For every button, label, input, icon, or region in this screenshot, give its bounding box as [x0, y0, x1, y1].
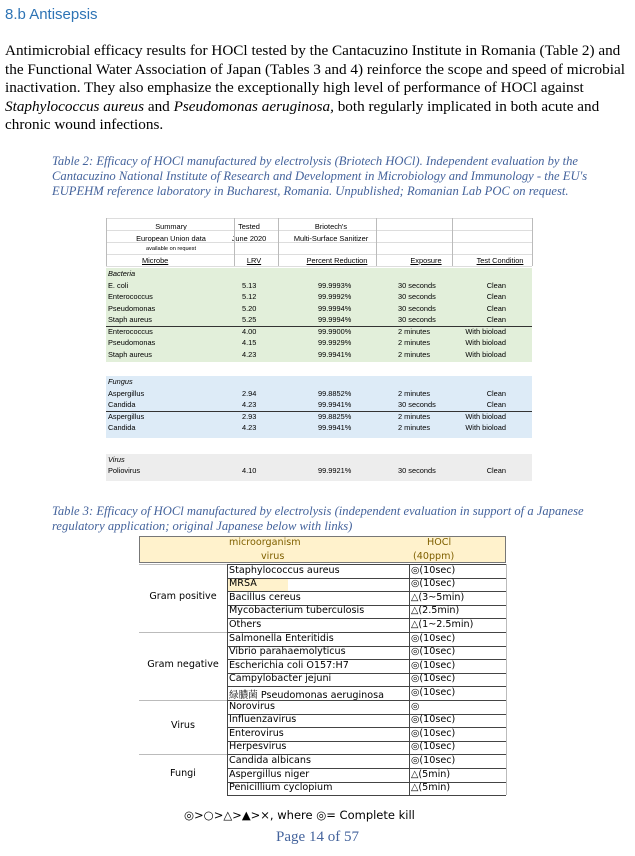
- t2-cell: 5.20: [242, 303, 257, 313]
- t2-cell: Enterococcus: [108, 326, 153, 336]
- t3-vline-org: [227, 564, 228, 795]
- t2-sanitizer: Multi-Surface Sanitizer: [293, 234, 369, 243]
- t2-cell: Enterococcus: [108, 292, 153, 301]
- t3-header-virus: virus: [261, 551, 285, 562]
- t2-row: [106, 466, 532, 478]
- t2-cell: Pseudomonas: [108, 303, 156, 313]
- t3-organism: Bacillus cereus: [229, 591, 301, 603]
- t3-result: ◎(10sec): [411, 578, 456, 590]
- t2-col-3: Exposure: [410, 256, 442, 265]
- t2-cell: Clean: [486, 303, 506, 313]
- t2-cell: 99.9941%: [318, 349, 352, 359]
- t2-grid-vline: [106, 218, 107, 266]
- t3-organism: Salmonella Enteritidis: [229, 632, 334, 644]
- table3-caption: Table 3: Efficacy of HOCl manufactured by electrolysis (independent evaluation in support of a Japanese regulatory application; original Japanese below with links): [52, 504, 584, 533]
- t2-cell: Poliovirus: [108, 466, 141, 475]
- t2-row: [106, 338, 532, 350]
- t2-row: [106, 292, 532, 304]
- t3-result: ◎(10sec): [411, 686, 456, 698]
- t2-row: [106, 350, 532, 362]
- t2-col-2: Percent Reduction: [306, 256, 368, 265]
- t2-col-0: Microbe: [142, 256, 169, 265]
- t2-cell: 4.15: [242, 338, 257, 347]
- t3-organism: Candida albicans: [229, 754, 311, 766]
- t2-cell: With bioload: [465, 423, 506, 432]
- t2-gridline: [106, 266, 532, 267]
- t2-cell: 99.8852%: [318, 388, 352, 398]
- t3-result: △(3~5min): [411, 591, 465, 603]
- t2-cell: Clean: [486, 400, 506, 409]
- t3-result: ◎(10sec): [411, 632, 456, 644]
- t3-vline-right: [506, 564, 507, 795]
- t2-cell: 99.9992%: [318, 292, 352, 301]
- page-number: Page 14 of 57: [276, 829, 359, 845]
- t3-result: ◎(10sec): [411, 754, 456, 766]
- t2-cell: 4.23: [242, 423, 257, 432]
- t3-result: △(2.5min): [411, 605, 460, 617]
- t2-grid-vline: [234, 218, 235, 266]
- t2-cell: Clean: [486, 315, 506, 324]
- t2-cell: 4.23: [242, 349, 257, 359]
- t3-result: △(5min): [411, 768, 451, 780]
- t2-cell: With bioload: [465, 338, 506, 347]
- t2-cell: 99.9941%: [318, 423, 352, 432]
- t3-organism: MRSA: [229, 578, 257, 590]
- t2-row: [106, 304, 532, 316]
- t2-briotech: Briotech's: [314, 222, 348, 231]
- t2-cell: Aspergillus: [108, 388, 145, 398]
- t3-result: ◎(10sec): [411, 714, 456, 726]
- t2-section-label: [106, 377, 532, 389]
- t3-result: ◎(10sec): [411, 741, 456, 753]
- t2-cell: 99.9994%: [318, 315, 352, 324]
- t3-result: ◎(10sec): [411, 727, 456, 739]
- t2-cell: Clean: [486, 466, 506, 475]
- t2-cell: Clean: [486, 292, 506, 301]
- t2-section-label: [106, 269, 532, 281]
- t2-row: [106, 412, 532, 424]
- t2-cell: 2 minutes: [398, 326, 431, 336]
- t2-eu: European Union data: [136, 234, 206, 243]
- t3-organism: Mycobacterium tuberculosis: [229, 605, 365, 617]
- table2-caption: Table 2: Efficacy of HOCl manufactured by electrolysis (Briotech HOCl). Independent evaluation by the Cantacuzino National Institute of Research and Development in Microbiology and Immunology - the EU's EUPEHM reference laboratory in Bucharest, Romania. Unpublished; Romanian Lab POC on request.: [52, 154, 588, 198]
- t3-organism: Penicillium cyclopium: [229, 782, 333, 794]
- t3-organism: Norovirus: [229, 700, 276, 712]
- t3-result: △(1~2.5min): [411, 618, 474, 630]
- t3-group-line: [139, 632, 227, 633]
- t2-cell: Pseudomonas: [108, 338, 156, 347]
- t2-cell: 4.10: [242, 466, 257, 475]
- t3-organism: Aspergillus niger: [229, 768, 310, 780]
- t2-gridline: [106, 242, 532, 243]
- t3-result: ◎(10sec): [411, 564, 456, 576]
- t2-cell: With bioload: [465, 349, 506, 359]
- t2-col-4: Test Condition: [476, 256, 524, 265]
- t3-group-label: Fungi: [170, 767, 196, 779]
- t2-cell: Clean: [486, 280, 506, 290]
- t2-row: [106, 315, 532, 327]
- t2-section-label-text: Virus: [108, 454, 125, 464]
- t2-grid-vline: [452, 218, 453, 266]
- t2-date: June 2020: [231, 234, 267, 243]
- t3-organism: Campylobacter jejuni: [229, 673, 332, 685]
- t2-cell: 4.00: [242, 326, 257, 336]
- t2-cell: 30 seconds: [398, 303, 436, 313]
- t3-header-ppm: (40ppm): [413, 551, 455, 562]
- section-heading: 8.b Antisepsis: [5, 6, 98, 23]
- t3-organism: Vibrio parahaemolyticus: [229, 646, 346, 658]
- t2-cell: 5.25: [242, 315, 257, 324]
- t2-cell: 2 minutes: [398, 423, 431, 432]
- t3-group-line: [139, 754, 227, 755]
- t2-cell: Aspergillus: [108, 411, 145, 421]
- t2-section-label-text: Bacteria: [108, 269, 136, 278]
- t2-cell: 99.9941%: [318, 400, 352, 409]
- t3-group-label: Gram positive: [149, 591, 217, 602]
- t2-grid-vline: [278, 218, 279, 266]
- t2-cell: 30 seconds: [398, 292, 436, 301]
- t3-result: ◎(10sec): [411, 646, 456, 658]
- t2-cell: With bioload: [465, 326, 506, 336]
- table2: [106, 218, 532, 488]
- t2-section-label-text: Fungus: [108, 377, 133, 386]
- t3-vline-res: [409, 564, 410, 795]
- t3-result: ◎: [411, 700, 420, 712]
- t2-cell: 30 seconds: [398, 400, 436, 409]
- t2-cell: 4.23: [242, 400, 257, 409]
- t2-cell: With bioload: [465, 411, 506, 421]
- t2-cell: Staph aureus: [108, 349, 152, 359]
- t3-organism: Staphylococcus aureus: [229, 564, 340, 576]
- t2-avail: available on request: [145, 246, 197, 252]
- t2-cell: 99.9900%: [318, 326, 352, 336]
- t3-organism: 緑膿菌 Pseudomonas aeruginosa: [229, 689, 384, 701]
- t3-group-label: Gram negative: [147, 659, 219, 670]
- t2-cell: 99.9929%: [318, 338, 352, 347]
- table3: [139, 536, 506, 803]
- t2-cell: 30 seconds: [398, 466, 436, 475]
- t3-organism: Enterovirus: [229, 727, 284, 739]
- t2-cell: 2 minutes: [398, 388, 431, 398]
- t2-cell: E. coli: [108, 280, 129, 290]
- t3-group-label: Virus: [170, 720, 196, 732]
- t3-result: ◎(10sec): [411, 673, 456, 685]
- t3-header-hocl: HOCl: [427, 537, 452, 548]
- t2-cell: Clean: [486, 388, 506, 398]
- t3-result: ◎(10sec): [411, 659, 456, 671]
- t3-group-line: [139, 564, 227, 565]
- t2-cell: 2 minutes: [398, 338, 431, 347]
- t2-tested: Tested: [238, 222, 260, 231]
- t2-cell: 2.93: [242, 411, 257, 421]
- t2-grid-vline: [376, 218, 377, 266]
- t2-row: [106, 281, 532, 293]
- t2-cell: 99.9921%: [318, 466, 352, 475]
- t2-cell: 2.94: [242, 388, 257, 398]
- legend: ◎>○>△>▲>×, where ◎= Complete kill: [184, 808, 415, 822]
- t2-col-1: LRV: [246, 256, 262, 265]
- t2-cell: 99.8825%: [318, 411, 352, 421]
- intro-paragraph: Antimicrobial efficacy results for HOCl tested by the Cantacuzino Institute in Romania (Table 2) and the Functional Water Association of Japan (Tables 3 and 4) reinforce the scope and speed of microbial inactivation. They also emphasize the exceptionally high level of performance of HOCl against Staphylococcus aureus and Pseudomonas aeruginosa, both regularly implicated in both acute and chronic wound infections.: [5, 42, 625, 133]
- t2-summary: Summary: [155, 222, 187, 231]
- t3-organism: Escherichia coli O157:H7: [229, 659, 349, 671]
- t3-organism: Herpesvirus: [229, 741, 287, 753]
- t3-result: △(5min): [411, 782, 451, 794]
- t3-organism: Others: [229, 618, 262, 630]
- t2-row: [106, 327, 532, 339]
- t2-cell: 30 seconds: [398, 280, 436, 290]
- t2-section-label: [106, 455, 532, 467]
- t2-gridline: [106, 254, 532, 255]
- t2-cell: Candida: [108, 400, 136, 409]
- t3-bottom-line: [227, 795, 506, 796]
- t2-cell: 2 minutes: [398, 349, 431, 359]
- t2-cell: Staph aureus: [108, 315, 152, 324]
- t2-grid-vline: [532, 218, 533, 266]
- t2-cell: 2 minutes: [398, 411, 431, 421]
- t2-row: [106, 389, 532, 401]
- t2-gridline: [106, 230, 532, 231]
- t3-organism: Influenzavirus: [229, 714, 297, 726]
- t2-cell: Candida: [108, 423, 136, 432]
- t2-cell: 99.9994%: [318, 303, 352, 313]
- t2-gridline: [106, 218, 532, 219]
- t3-header-micro: microorganism: [229, 537, 301, 548]
- t3-group-line: [139, 700, 227, 701]
- t2-cell: 5.12: [242, 292, 257, 301]
- t2-cell: 99.9993%: [318, 280, 352, 290]
- t2-cell: 5.13: [242, 280, 257, 290]
- t2-row: [106, 423, 532, 435]
- t2-row: [106, 400, 532, 412]
- t2-cell: 30 seconds: [398, 315, 436, 324]
